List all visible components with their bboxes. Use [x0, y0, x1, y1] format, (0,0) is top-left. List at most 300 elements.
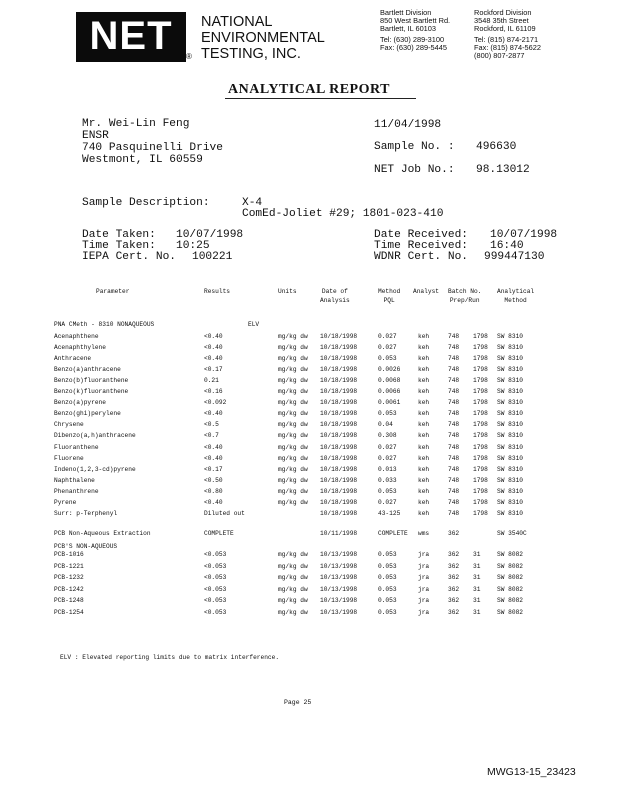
cell-units: mg/kg dw: [278, 333, 308, 340]
cell-results: <0.40: [204, 498, 223, 506]
cell-results: <0.053: [204, 562, 227, 570]
cell-batch-run: 1798: [473, 366, 488, 374]
cell-method-pql: 0.053: [378, 597, 397, 605]
cell-parameter: Chrysene: [54, 421, 84, 429]
cell-analyst: keh: [418, 377, 430, 385]
cell-date-of-analysis: 10/18/1998: [320, 454, 358, 462]
cell-analyst: keh: [418, 498, 430, 506]
cell-method-pql: 0.053: [378, 355, 397, 363]
cell-units: mg/kg dw: [278, 399, 308, 407]
cell-analytical-method: SW 8310: [497, 410, 523, 418]
cell-analytical-method: SW 8310: [497, 432, 523, 440]
cell-method-pql: 0.053: [378, 551, 397, 558]
table-row: [0, 477, 618, 488]
cell-parameter: PCB-1221: [54, 562, 84, 570]
cell-analyst: keh: [418, 410, 430, 418]
cell-batch-prep: 362: [448, 562, 460, 570]
cell-method-pql: 0.308: [378, 432, 397, 440]
cell-parameter: Benzo(a)anthracene: [54, 366, 121, 374]
job-no-label: NET Job No.:: [374, 164, 455, 176]
cell-batch-prep: 748: [448, 432, 460, 440]
cell-analytical-method: SW 8310: [497, 487, 523, 495]
cell-analytical-method: SW 8310: [497, 421, 523, 429]
cell-method-pql: 0.0066: [378, 388, 401, 396]
cell-batch-run: 1798: [473, 344, 488, 352]
cell-analytical-method: SW 8082: [497, 609, 523, 616]
cell-date-of-analysis: 10/18/1998: [320, 355, 358, 363]
cell-parameter: Benzo(b)fluoranthene: [54, 377, 129, 385]
cell-analytical-method: SW 8310: [497, 388, 523, 396]
table-row: [0, 499, 618, 510]
cell-units: mg/kg dw: [278, 498, 308, 506]
cell-date-of-analysis: 10/13/1998: [320, 562, 358, 570]
table-row: [0, 551, 618, 562]
cell-parameter: PCB Non-Aqueous Extraction: [54, 530, 151, 537]
cell-analyst: keh: [418, 355, 430, 363]
job-no: 98.13012: [476, 164, 530, 176]
cell-parameter: PCB-1016: [54, 551, 84, 558]
iepa-cert-no: 100221: [192, 251, 233, 263]
recipient-city: Westmont, IL 60559: [82, 154, 203, 166]
cell-analyst: jra: [418, 609, 430, 616]
cell-parameter: Pyrene: [54, 498, 77, 506]
cell-units: mg/kg dw: [278, 377, 308, 385]
cell-batch-prep: 748: [448, 355, 460, 363]
cell-method-pql: 0.053: [378, 574, 397, 582]
col-header-results: Results: [204, 288, 230, 295]
table-row: [0, 586, 618, 597]
col-header-line: Batch No.: [448, 288, 482, 295]
cell-date-of-analysis: 10/18/1998: [320, 487, 358, 495]
cell-analytical-method: SW 8310: [497, 443, 523, 451]
cell-analyst: keh: [418, 432, 430, 440]
cell-method-pql: 0.027: [378, 454, 397, 462]
table-row: [0, 421, 618, 432]
time-received: 16:40: [490, 240, 524, 252]
cell-date-of-analysis: 10/18/1998: [320, 399, 358, 407]
cell-date-of-analysis: 10/11/1998: [320, 530, 358, 537]
logo-text: NET: [89, 14, 173, 58]
recipient-street: 740 Pasquinelli Drive: [82, 142, 223, 154]
cell-analytical-method: SW 8310: [497, 399, 523, 407]
cell-parameter: Phenanthrene: [54, 487, 99, 495]
cell-units: mg/kg dw: [278, 421, 308, 429]
cell-units: mg/kg dw: [278, 609, 308, 616]
cell-parameter: PCB-1248: [54, 597, 84, 605]
cell-batch-run: 31: [473, 597, 481, 605]
section-title: PNA CMeth - 8310 NONAQUEOUS: [54, 321, 155, 328]
cell-results: COMPLETE: [204, 530, 234, 537]
cell-batch-prep: 362: [448, 585, 460, 593]
address-line: 850 West Bartlett Rd.: [380, 16, 451, 26]
col-header-line: Date of: [321, 288, 348, 295]
cell-method-pql: 0.033: [378, 476, 397, 484]
cell-date-of-analysis: 10/18/1998: [320, 410, 358, 418]
address-line: Tel: (815) 874-2171: [474, 34, 539, 44]
cell-batch-prep: 748: [448, 454, 460, 462]
cell-units: mg/kg dw: [278, 355, 308, 363]
cell-results: 0.21: [204, 377, 219, 385]
cell-analyst: keh: [418, 509, 430, 517]
col-header-line: Method: [378, 288, 401, 295]
cell-results: <0.053: [204, 585, 227, 593]
cell-units: mg/kg dw: [278, 585, 308, 593]
company-name-line: NATIONAL: [201, 14, 273, 30]
cell-analytical-method: SW 8082: [497, 562, 523, 570]
cell-method-pql: 0.04: [378, 421, 393, 429]
sample-description-2: ComEd-Joliet #29; 1801-023-410: [242, 208, 444, 220]
cell-batch-prep: 748: [448, 388, 460, 396]
cell-method-pql: 0.027: [378, 344, 397, 352]
cell-date-of-analysis: 10/18/1998: [320, 476, 358, 484]
cell-analyst: jra: [418, 574, 430, 582]
cell-batch-prep: 748: [448, 421, 460, 429]
cell-analyst: jra: [418, 562, 430, 570]
registered-mark: ®: [186, 52, 192, 61]
cell-units: mg/kg dw: [278, 487, 308, 495]
col-header-analyst: Analyst: [413, 288, 439, 295]
cell-batch-run: 1798: [473, 355, 488, 363]
cell-parameter: PCB-1232: [54, 574, 84, 582]
table-row: [0, 388, 618, 399]
cell-results: <0.7: [204, 432, 219, 440]
cell-units: mg/kg dw: [278, 574, 308, 582]
cell-batch-run: 31: [473, 562, 481, 570]
section-flag: ELV: [248, 321, 260, 328]
cell-analytical-method: SW 8310: [497, 355, 523, 363]
cell-date-of-analysis: 10/18/1998: [320, 344, 358, 352]
cell-parameter: Surr: p-Terphenyl: [54, 509, 118, 517]
cell-batch-prep: 748: [448, 498, 460, 506]
cell-batch-prep: 362: [448, 574, 460, 582]
table-row: [0, 530, 618, 541]
cell-date-of-analysis: 10/13/1998: [320, 551, 358, 558]
col-header-line: Analysis: [320, 297, 350, 304]
cell-results: <0.40: [204, 454, 223, 462]
iepa-cert-label: IEPA Cert. No.: [82, 251, 176, 263]
cell-analytical-method: SW 8082: [497, 597, 523, 605]
cell-parameter: Anthracene: [54, 355, 92, 363]
table-row: [0, 344, 618, 355]
cell-date-of-analysis: 10/18/1998: [320, 443, 358, 451]
sample-description-1: X-4: [242, 197, 263, 209]
title-underline: [225, 98, 416, 99]
recipient-company: ENSR: [82, 130, 109, 142]
address-line: Fax: (630) 289-5445: [380, 42, 447, 52]
address-line: Tel: (630) 289-3100: [380, 34, 445, 44]
cell-batch-run: 31: [473, 551, 481, 558]
address-line: Bartlett, IL 60103: [380, 24, 437, 34]
section-title: PCB'S NON-AQUEOUS: [54, 543, 118, 550]
company-name-line: ENVIRONMENTAL: [201, 30, 325, 46]
cell-results: <0.17: [204, 465, 223, 473]
sample-no-label: Sample No. :: [374, 141, 455, 153]
cell-analytical-method: SW 8082: [497, 585, 523, 593]
cell-analyst: jra: [418, 585, 430, 593]
cell-batch-run: 1798: [473, 443, 488, 451]
table-row: [0, 432, 618, 443]
table-row: [0, 466, 618, 477]
col-header-line: PQL: [383, 297, 395, 304]
wdnr-cert-label: WDNR Cert. No.: [374, 251, 468, 263]
sample-description-label: Sample Description:: [82, 197, 210, 209]
cell-results: <0.053: [204, 597, 227, 605]
cell-results: <0.16: [204, 388, 223, 396]
table-row: [0, 366, 618, 377]
table-row: [0, 355, 618, 366]
cell-analytical-method: SW 8310: [497, 344, 523, 352]
cell-batch-prep: 748: [448, 366, 460, 374]
cell-analytical-method: SW 8310: [497, 509, 523, 517]
table-row: [0, 488, 618, 499]
cell-analyst: keh: [418, 344, 430, 352]
cell-analyst: keh: [418, 487, 430, 495]
cell-batch-prep: 362: [448, 597, 460, 605]
cell-method-pql: 0.0061: [378, 399, 401, 407]
address-line: Rockford, IL 61109: [474, 24, 536, 34]
cell-parameter: Benzo(k)fluoranthene: [54, 388, 129, 396]
table-row: [0, 563, 618, 574]
cell-method-pql: 0.0026: [378, 366, 401, 374]
company-name-line: TESTING, INC.: [201, 46, 301, 62]
cell-date-of-analysis: 10/18/1998: [320, 509, 358, 517]
cell-analyst: keh: [418, 465, 430, 473]
col-header-batch-no: [448, 287, 481, 305]
cell-parameter: Dibenzo(a,h)anthracene: [54, 432, 136, 440]
cell-batch-run: 1798: [473, 465, 488, 473]
cell-analytical-method: SW 8310: [497, 333, 523, 340]
net-logo: [76, 12, 186, 62]
cell-units: mg/kg dw: [278, 388, 308, 396]
cell-analytical-method: SW 8310: [497, 454, 523, 462]
cell-analytical-method: SW 8310: [497, 377, 523, 385]
cell-batch-prep: 748: [448, 487, 460, 495]
cell-parameter: Benzo(a)pyrene: [54, 399, 106, 407]
col-header-parameter: Parameter: [96, 288, 130, 295]
address-line: Fax: (815) 874-5622: [474, 42, 541, 52]
address-line: Rockford Division: [474, 8, 532, 17]
cell-method-pql: 0.027: [378, 498, 397, 506]
cell-batch-run: 1798: [473, 399, 488, 407]
cell-units: mg/kg dw: [278, 344, 308, 352]
cell-method-pql: COMPLETE: [378, 530, 408, 537]
cell-method-pql: 43-125: [378, 509, 401, 517]
cell-results: <0.40: [204, 443, 223, 451]
table-row: [0, 597, 618, 608]
cell-units: mg/kg dw: [278, 454, 308, 462]
cell-date-of-analysis: 10/13/1998: [320, 609, 358, 616]
cell-analytical-method: SW 8310: [497, 465, 523, 473]
cell-results: <0.053: [204, 609, 227, 616]
cell-batch-run: 1798: [473, 333, 488, 340]
col-header-method-pql: [378, 287, 400, 305]
date-received: 10/07/1998: [490, 229, 558, 241]
cell-units: mg/kg dw: [278, 443, 308, 451]
address-line: Bartlett Division: [380, 8, 432, 17]
cell-batch-run: 1798: [473, 509, 488, 517]
cell-parameter: Indeno(1,2,3-cd)pyrene: [54, 465, 136, 473]
cell-parameter: Acenaphthene: [54, 333, 99, 340]
cell-batch-prep: 362: [448, 530, 460, 537]
cell-method-pql: 0.053: [378, 487, 397, 495]
cell-batch-prep: 748: [448, 344, 460, 352]
sample-no: 496630: [476, 141, 517, 153]
cell-results: Diluted out: [204, 509, 245, 517]
cell-batch-run: 1798: [473, 476, 488, 484]
cell-analytical-method: SW 8082: [497, 551, 523, 558]
table-row: [0, 455, 618, 466]
cell-method-pql: 0.053: [378, 410, 397, 418]
cell-batch-prep: 362: [448, 609, 460, 616]
page-number: Page 25: [284, 699, 312, 706]
cell-analyst: keh: [418, 399, 430, 407]
cell-batch-prep: 748: [448, 377, 460, 385]
cell-batch-prep: 748: [448, 509, 460, 517]
cell-batch-prep: 748: [448, 333, 460, 340]
table-row: [0, 410, 618, 421]
cell-batch-run: 1798: [473, 410, 488, 418]
cell-analyst: keh: [418, 454, 430, 462]
table-row: [0, 377, 618, 388]
cell-date-of-analysis: 10/18/1998: [320, 465, 358, 473]
cell-results: <0.40: [204, 333, 223, 340]
cell-analyst: keh: [418, 388, 430, 396]
cell-method-pql: 0.013: [378, 465, 397, 473]
cell-batch-run: 31: [473, 609, 481, 616]
cell-analytical-method: SW 8310: [497, 366, 523, 374]
cell-results: <0.40: [204, 410, 223, 418]
rockford-division-address: [474, 9, 541, 60]
table-row: [0, 574, 618, 585]
cell-batch-prep: 748: [448, 465, 460, 473]
table-row: [0, 399, 618, 410]
wdnr-cert-no: 999447130: [484, 251, 545, 263]
cell-batch-run: 31: [473, 585, 481, 593]
cell-analyst: keh: [418, 366, 430, 374]
cell-date-of-analysis: 10/18/1998: [320, 377, 358, 385]
cell-batch-prep: 748: [448, 476, 460, 484]
recipient-name: Mr. Wei-Lin Feng: [82, 118, 190, 130]
bartlett-division-address: [380, 9, 450, 52]
cell-results: <0.17: [204, 366, 223, 374]
table-row: [0, 444, 618, 455]
col-header-line: Prep/Run: [449, 297, 480, 304]
cell-units: mg/kg dw: [278, 562, 308, 570]
cell-units: mg/kg dw: [278, 410, 308, 418]
cell-parameter: Fluorene: [54, 454, 84, 462]
cell-results: <0.053: [204, 574, 227, 582]
cell-parameter: PCB-1242: [54, 585, 84, 593]
date-taken: 10/07/1998: [176, 229, 244, 241]
cell-date-of-analysis: 10/13/1998: [320, 597, 358, 605]
cell-results: <0.40: [204, 355, 223, 363]
table-row: [0, 510, 618, 521]
cell-analyst: keh: [418, 333, 430, 340]
table-row: [0, 609, 618, 620]
cell-units: mg/kg dw: [278, 432, 308, 440]
cell-date-of-analysis: 10/18/1998: [320, 421, 358, 429]
date-received-label: Date Received:: [374, 229, 468, 241]
cell-parameter: Naphthalene: [54, 476, 95, 484]
document-id: MWG13-15_23423: [487, 766, 576, 778]
cell-parameter: PCB-1254: [54, 609, 84, 616]
cell-batch-prep: 748: [448, 443, 460, 451]
table-row: [0, 333, 618, 344]
cell-date-of-analysis: 10/18/1998: [320, 388, 358, 396]
address-line: (800) 807-2877: [474, 51, 525, 61]
cell-method-pql: 0.027: [378, 333, 397, 340]
report-date: 11/04/1998: [374, 119, 442, 131]
cell-method-pql: 0.053: [378, 609, 397, 616]
cell-batch-prep: 748: [448, 399, 460, 407]
company-name: [201, 14, 325, 62]
cell-analyst: keh: [418, 443, 430, 451]
cell-units: mg/kg dw: [278, 476, 308, 484]
date-taken-label: Date Taken:: [82, 229, 156, 241]
address-line: 3548 35th Street: [474, 16, 529, 26]
cell-batch-run: 31: [473, 574, 481, 582]
cell-batch-prep: 362: [448, 551, 460, 558]
cell-analytical-method: SW 3540C: [497, 530, 527, 537]
cell-method-pql: 0.053: [378, 585, 397, 593]
cell-date-of-analysis: 10/18/1998: [320, 432, 358, 440]
cell-batch-run: 1798: [473, 388, 488, 396]
cell-parameter: Benzo(ghi)perylene: [54, 410, 121, 418]
cell-batch-run: 1798: [473, 454, 488, 462]
cell-results: <0.053: [204, 551, 227, 558]
cell-analyst: keh: [418, 476, 430, 484]
cell-parameter: Acenaphthylene: [54, 344, 106, 352]
cell-batch-run: 1798: [473, 498, 488, 506]
cell-date-of-analysis: 10/13/1998: [320, 574, 358, 582]
cell-results: <0.80: [204, 487, 223, 495]
cell-analytical-method: SW 8310: [497, 476, 523, 484]
cell-units: mg/kg dw: [278, 465, 308, 473]
cell-analyst: jra: [418, 551, 430, 558]
cell-date-of-analysis: 10/18/1998: [320, 333, 358, 340]
cell-units: mg/kg dw: [278, 597, 308, 605]
cell-parameter: Fluoranthene: [54, 443, 99, 451]
cell-date-of-analysis: 10/18/1998: [320, 498, 358, 506]
cell-method-pql: 0.0068: [378, 377, 401, 385]
cell-analyst: wms: [418, 530, 430, 537]
report-title: ANALYTICAL REPORT: [228, 82, 390, 97]
cell-analytical-method: SW 8082: [497, 574, 523, 582]
cell-batch-run: 1798: [473, 432, 488, 440]
cell-units: mg/kg dw: [278, 366, 308, 374]
cell-date-of-analysis: 10/18/1998: [320, 366, 358, 374]
cell-analyst: jra: [418, 597, 430, 605]
section-header-pna: [0, 321, 618, 332]
time-received-label: Time Received:: [374, 240, 468, 252]
cell-analytical-method: SW 8310: [497, 498, 523, 506]
cell-results: <0.50: [204, 476, 223, 484]
cell-method-pql: 0.027: [378, 443, 397, 451]
col-header-line: Analytical: [497, 288, 535, 295]
time-taken: 10:25: [176, 240, 210, 252]
cell-date-of-analysis: 10/13/1998: [320, 585, 358, 593]
cell-batch-run: 1798: [473, 487, 488, 495]
cell-batch-run: 1798: [473, 377, 488, 385]
col-header-units: Units: [278, 288, 297, 295]
cell-results: <0.40: [204, 344, 223, 352]
cell-results: <0.5: [204, 421, 219, 429]
cell-units: mg/kg dw: [278, 551, 308, 558]
cell-analyst: keh: [418, 421, 430, 429]
col-header-analytical-method: [497, 287, 534, 305]
col-header-date-of-analysis: [320, 287, 350, 305]
col-header-line: Method: [504, 297, 527, 304]
